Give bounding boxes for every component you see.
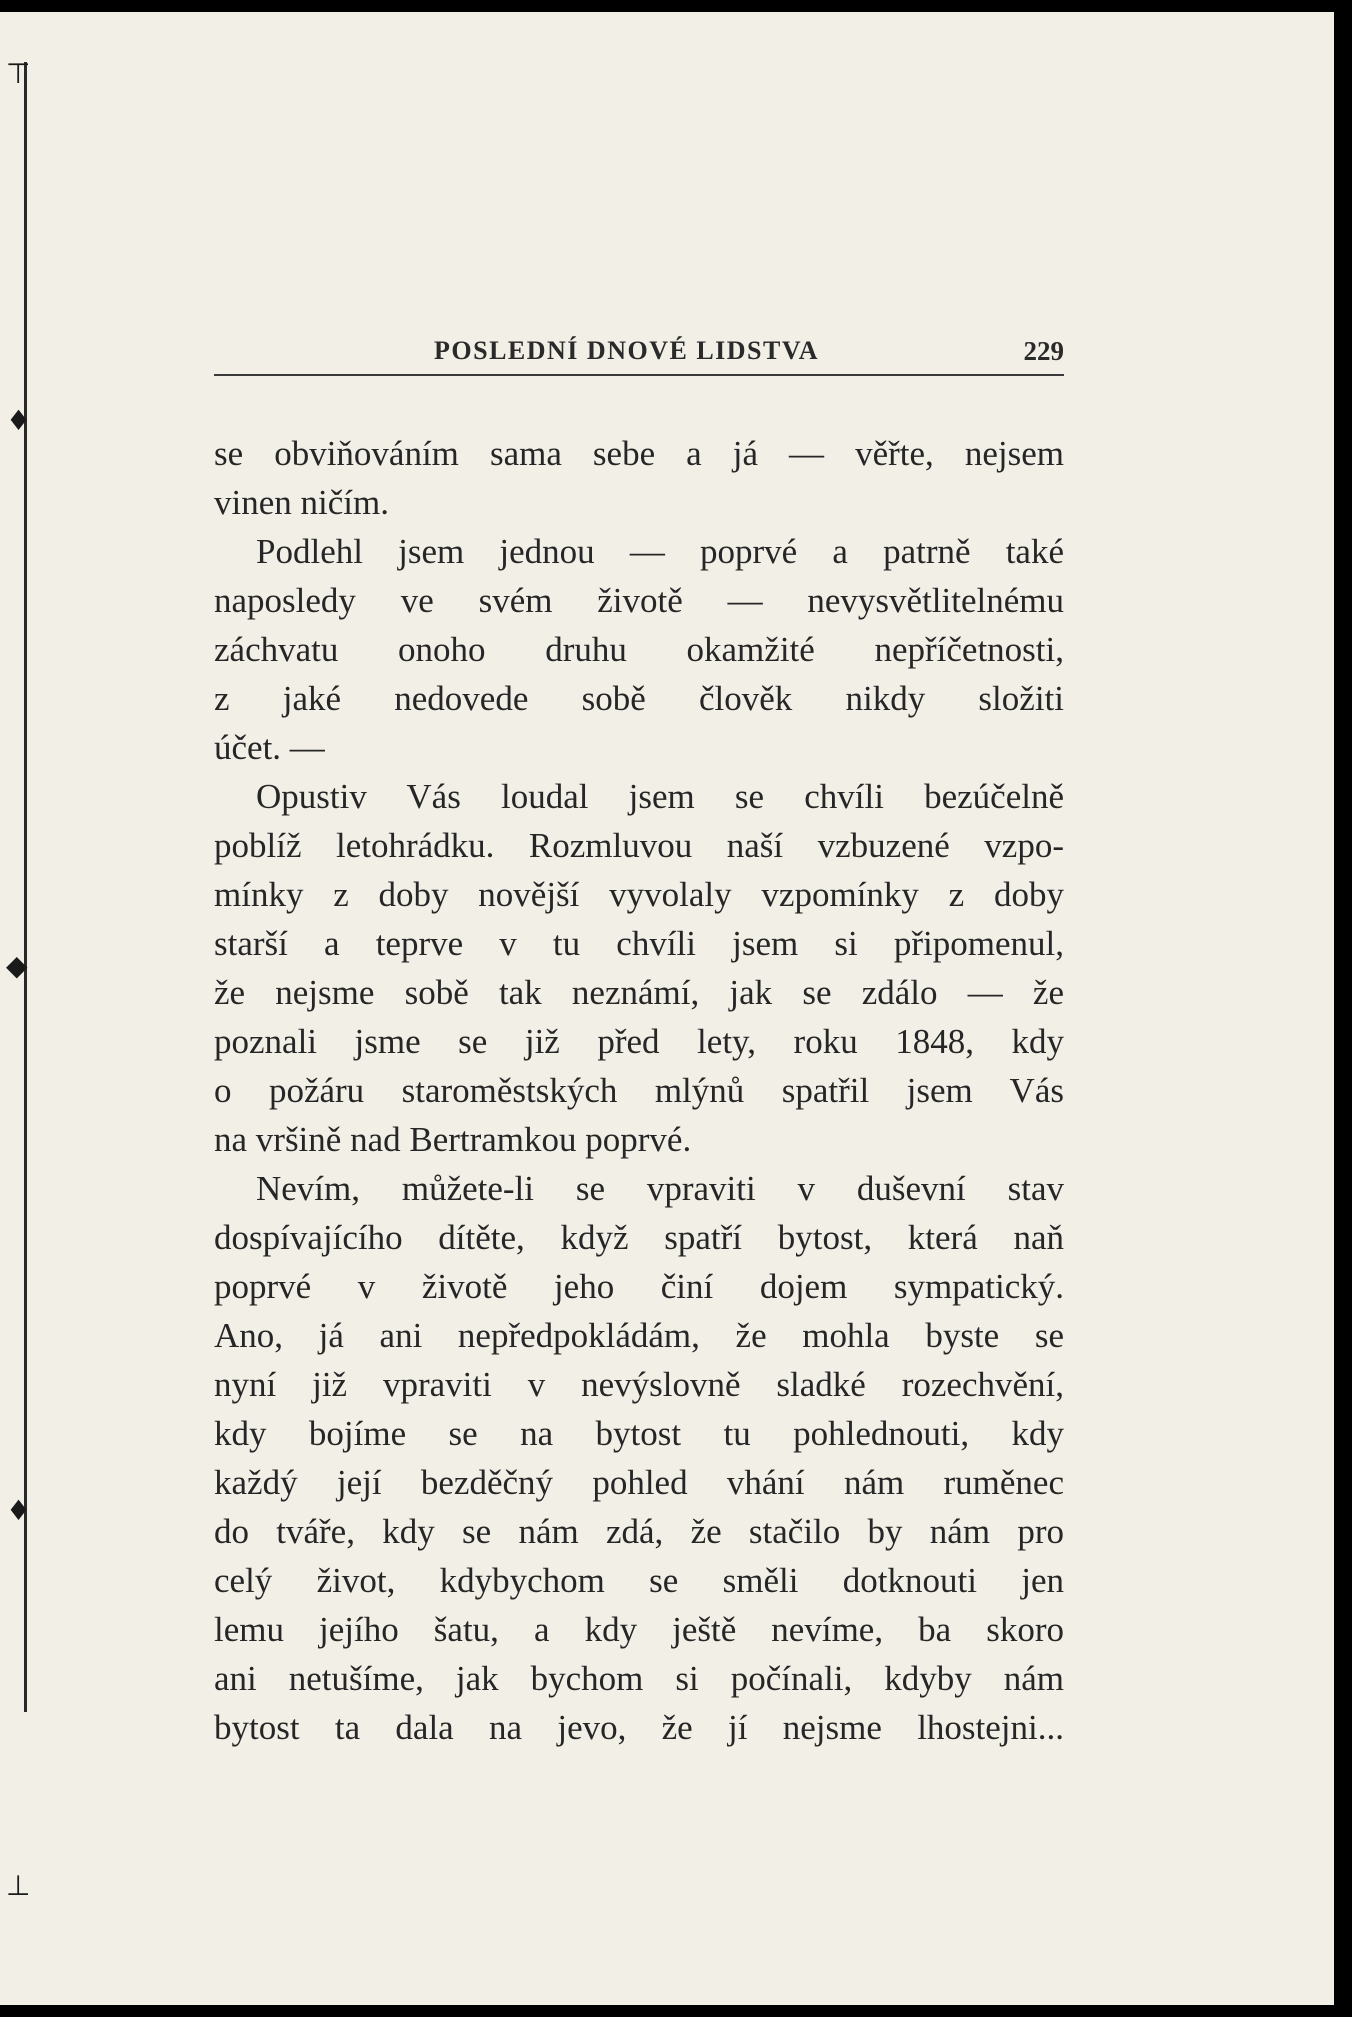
text-line: celý život, kdybychom se směli dotknouti jen [214, 1561, 1064, 1600]
text-line: o požáru staroměstských mlýnů spatřil jsem Vás [214, 1071, 1064, 1110]
header-rule [214, 374, 1064, 376]
binding-thread-mark: ♦ [6, 1494, 32, 1527]
text-line: že nejsme sobě tak neznámí, jak se zdálo — že [214, 973, 1064, 1012]
text-line: poznali jsme se již před lety, roku 1848, kdy [214, 1022, 1064, 1061]
page-number: 229 [1023, 336, 1064, 366]
binding-thread-mark: ⊤ [6, 57, 31, 90]
text-line: Nevím, můžete-li se vpraviti v duševní stav [256, 1169, 1064, 1208]
text-line: do tváře, kdy se nám zdá, že stačilo by nám pro [214, 1512, 1064, 1551]
text-line: záchvatu onoho druhu okamžité nepříčetnosti, [214, 630, 1064, 669]
binding-edge-line [24, 62, 27, 1712]
running-title: POSLEDNÍ DNOVÉ LIDSTVA [434, 336, 820, 365]
text-line: lemu jejího šatu, a kdy ještě nevíme, ba skoro [214, 1610, 1064, 1649]
text-line: účet. — [214, 728, 325, 767]
text-line: Podlehl jsem jednou — poprvé a patrně také [256, 532, 1064, 571]
text-line: dospívajícího dítěte, když spatří bytost, která naň [214, 1218, 1064, 1257]
text-line: vinen ničím. [214, 483, 389, 522]
text-line: poprvé v životě jeho činí dojem sympatický. [214, 1267, 1064, 1306]
book-page [0, 12, 1334, 2005]
running-header [214, 322, 1064, 372]
text-line: Ano, já ani nepředpokládám, že mohla byste se [214, 1316, 1064, 1355]
text-line: starší a teprve v tu chvíli jsem si připomenul, [214, 924, 1064, 963]
text-line: Opustiv Vás loudal jsem se chvíli bezúčelně [256, 777, 1064, 816]
binding-thread-mark: ♦ [6, 404, 32, 437]
text-line: nyní již vpraviti v nevýslovně sladké rozechvění, [214, 1365, 1064, 1404]
text-line: naposledy ve svém životě — nevysvětlitelnému [214, 581, 1064, 620]
text-line: z jaké nedovede sobě člověk nikdy složiti [214, 679, 1064, 718]
body-text [214, 429, 1064, 1752]
text-line: se obviňováním sama sebe a já — věřte, nejsem [214, 434, 1064, 473]
text-line: kdy bojíme se na bytost tu pohlednouti, kdy [214, 1414, 1064, 1453]
text-line: ani netušíme, jak bychom si počínali, kdyby nám [214, 1659, 1064, 1698]
text-line: bytost ta dala na jevo, že jí nejsme lhostejni... [214, 1708, 1064, 1747]
text-line: každý její bezděčný pohled vhání nám ruměnec [214, 1463, 1064, 1502]
text-line: mínky z doby novější vyvolaly vzpomínky z doby [214, 875, 1064, 914]
text-line: poblíž letohrádku. Rozmluvou naší vzbuzené vzpo- [214, 826, 1064, 865]
binding-thread-mark: ⊥ [6, 1869, 31, 1902]
binding-thread-mark: ◆ [6, 949, 28, 982]
text-line: na vršině nad Bertramkou poprvé. [214, 1120, 692, 1159]
